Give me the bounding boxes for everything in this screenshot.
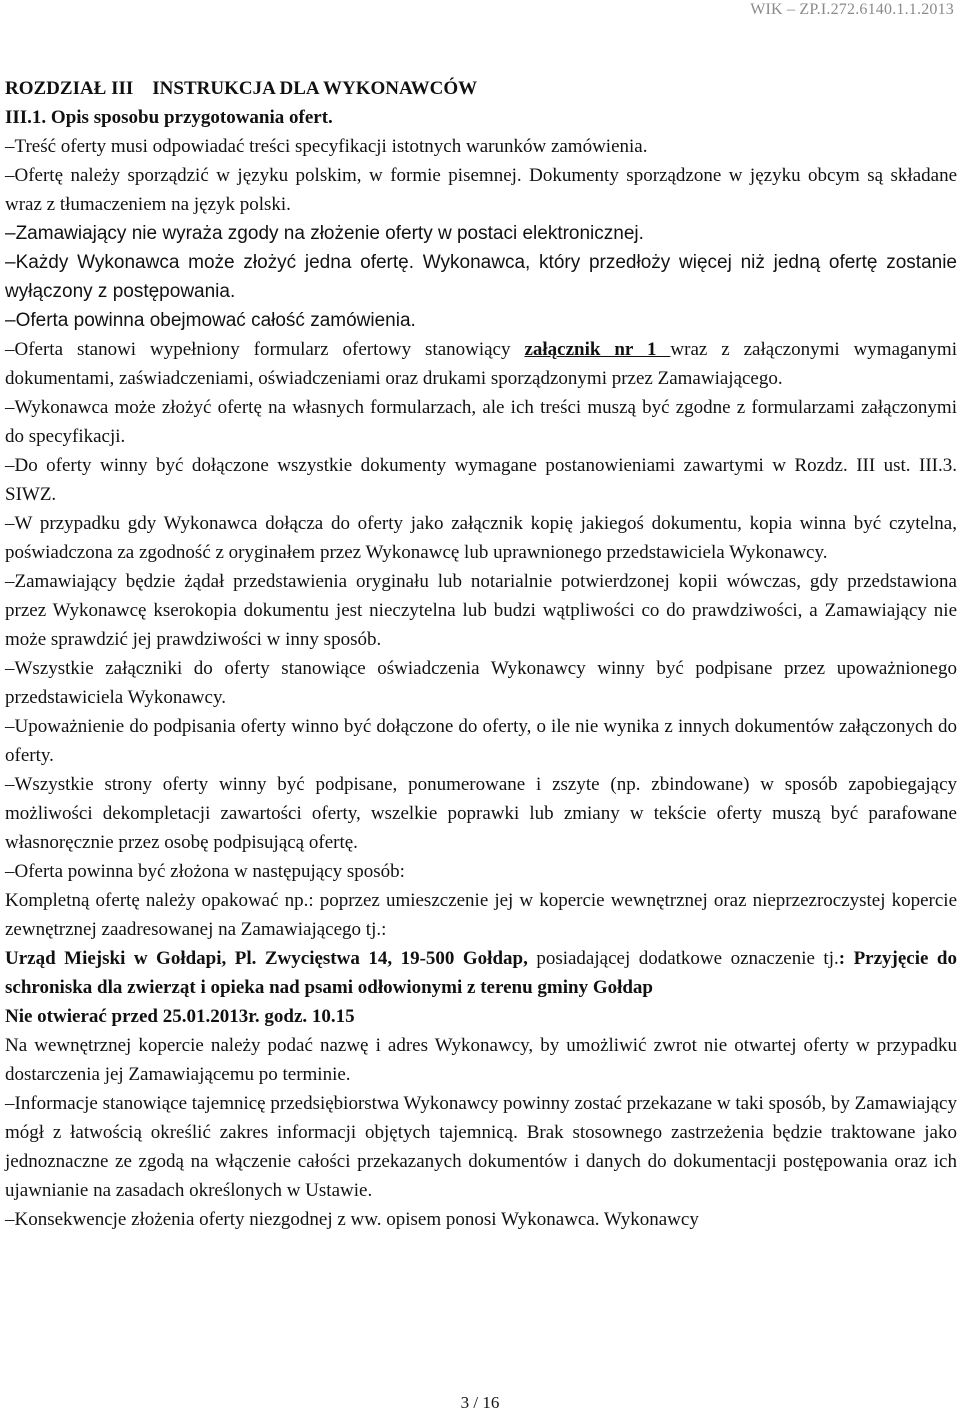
document-reference-code: WIK – ZP.I.272.6140.1.1.2013	[750, 1, 954, 18]
paragraph: –Zamawiający nie wyraża zgody na złożenie oferty w postaci elektronicznej.	[5, 223, 644, 244]
paragraph: –Do oferty winny być dołączone wszystkie dokumenty wymagane postanowieniami zawartymi w Rozdz. III ust. III.3. SIWZ.	[5, 455, 957, 505]
attachment-reference: załącznik nr 1	[524, 339, 671, 360]
paragraph: –Konsekwencje złożenia oferty niezgodnej z ww. opisem ponosi Wykonawca. Wykonawcy	[5, 1209, 699, 1230]
paragraph: –Oferta powinna obejmować całość zamówienia.	[5, 310, 416, 331]
address-block	[5, 944, 957, 1002]
paragraph-text: wraz z załączonymi wymaganymi dokumentami, zaświadczeniami, oświadczeniami oraz drukami sporządzonymi przez Zamawiającego.	[5, 339, 957, 389]
paragraph: –Zamawiający będzie żądał przedstawienia oryginału lub notarialnie potwierdzonej kopii wówczas, gdy przedstawiona przez Wykonawcę kserokopia dokumentu jest nieczytelna lub budzi wątpliwości co do prawdziwości, a Zamawiający nie może sprawdzić jej prawdziwości w inny sposób.	[5, 571, 957, 650]
paragraph: Kompletną ofertę należy opakować np.: poprzez umieszczenie jej w kopercie wewnętrznej oraz nieprzezroczystej kopercie zewnętrznej zaadresowanej na Zamawiającego tj.:	[5, 890, 957, 940]
section-title: III.1. Opis sposobu przygotowania ofert.	[5, 107, 333, 128]
paragraph: –Wykonawca może złożyć ofertę na własnych formularzach, ale ich treści muszą być zgodne z formularzami załączonymi do specyfikacji.	[5, 397, 957, 447]
address-note: posiadającej dodatkowe oznaczenie tj.	[527, 948, 839, 969]
paragraph: –Wszystkie załączniki do oferty stanowiące oświadczenia Wykonawcy winny być podpisane przez upoważnionego przedstawiciela Wykonawcy.	[5, 658, 957, 708]
paragraph: –W przypadku gdy Wykonawca dołącza do oferty jako załącznik kopię jakiegoś dokumentu, kopia winna być czytelna, poświadczona za zgodność z oryginałem przez Wykonawcę lub uprawnionego przedstawiciela Wykonawcy.	[5, 513, 957, 563]
chapter-title: ROZDZIAŁ III INSTRUKCJA DLA WYKONAWCÓW	[5, 78, 478, 99]
paragraph: –Wszystkie strony oferty winny być podpisane, ponumerowane i zszyte (np. zbindowane) w sposób zapobiegający możliwości dekompletacji zawartości oferty, wszelkie poprawki lub zmiany w tekście oferty muszą być parafowane własnoręcznie przez osobę podpisującą ofertę.	[5, 774, 957, 853]
paragraph: –Każdy Wykonawca może złożyć jedna ofertę. Wykonawca, który przedłoży więcej niż jedną ofertę zostanie wyłączony z postępowania.	[5, 252, 957, 302]
paragraph-text: –Oferta stanowi wypełniony formularz ofertowy stanowiący	[5, 339, 525, 360]
envelope-label: : Przyjęcie do schroniska dla zwierząt i opieka nad psami odłowionymi z terenu gminy Gołdap	[5, 948, 957, 998]
paragraph: –Informacje stanowiące tajemnicę przedsiębiorstwa Wykonawcy powinny zostać przekazane w taki sposób, by Zamawiający mógł z łatwością określić zakres informacji objętych tajemnicą. Brak stosownego zastrzeżenia będzie traktowane jako jednoznaczne ze zgodą na włączenie całości przekazanych dokumentów i danych do dokumentacji postępowania oraz ich ujawnianie na zasadach określonych w Ustawie.	[5, 1093, 957, 1201]
paragraph: –Ofertę należy sporządzić w języku polskim, w formie pisemnej. Dokumenty sporządzone w języku obcym są składane wraz z tłumaczeniem na język polski.	[5, 165, 957, 215]
paragraph	[5, 335, 957, 393]
paragraph: –Treść oferty musi odpowiadać treści specyfikacji istotnych warunków zamówienia.	[5, 136, 648, 157]
paragraph: Na wewnętrznej kopercie należy podać nazwę i adres Wykonawcy, by umożliwić zwrot nie otwartej oferty w przypadku dostarczenia jej Zamawiającemu po terminie.	[5, 1035, 957, 1085]
page-content	[5, 74, 957, 1234]
paragraph: –Upoważnienie do podpisania oferty winno być dołączone do oferty, o ile nie wynika z innych dokumentów załączonych do oferty.	[5, 716, 957, 766]
page-number: 3 / 16	[460, 1393, 500, 1412]
do-not-open-notice: Nie otwierać przed 25.01.2013r. godz. 10.15	[5, 1006, 355, 1027]
paragraph: –Oferta powinna być złożona w następujący sposób:	[5, 861, 405, 882]
address-text: Urząd Miejski w Gołdapi, Pl. Zwycięstwa 14, 19-500 Gołdap,	[5, 948, 528, 969]
